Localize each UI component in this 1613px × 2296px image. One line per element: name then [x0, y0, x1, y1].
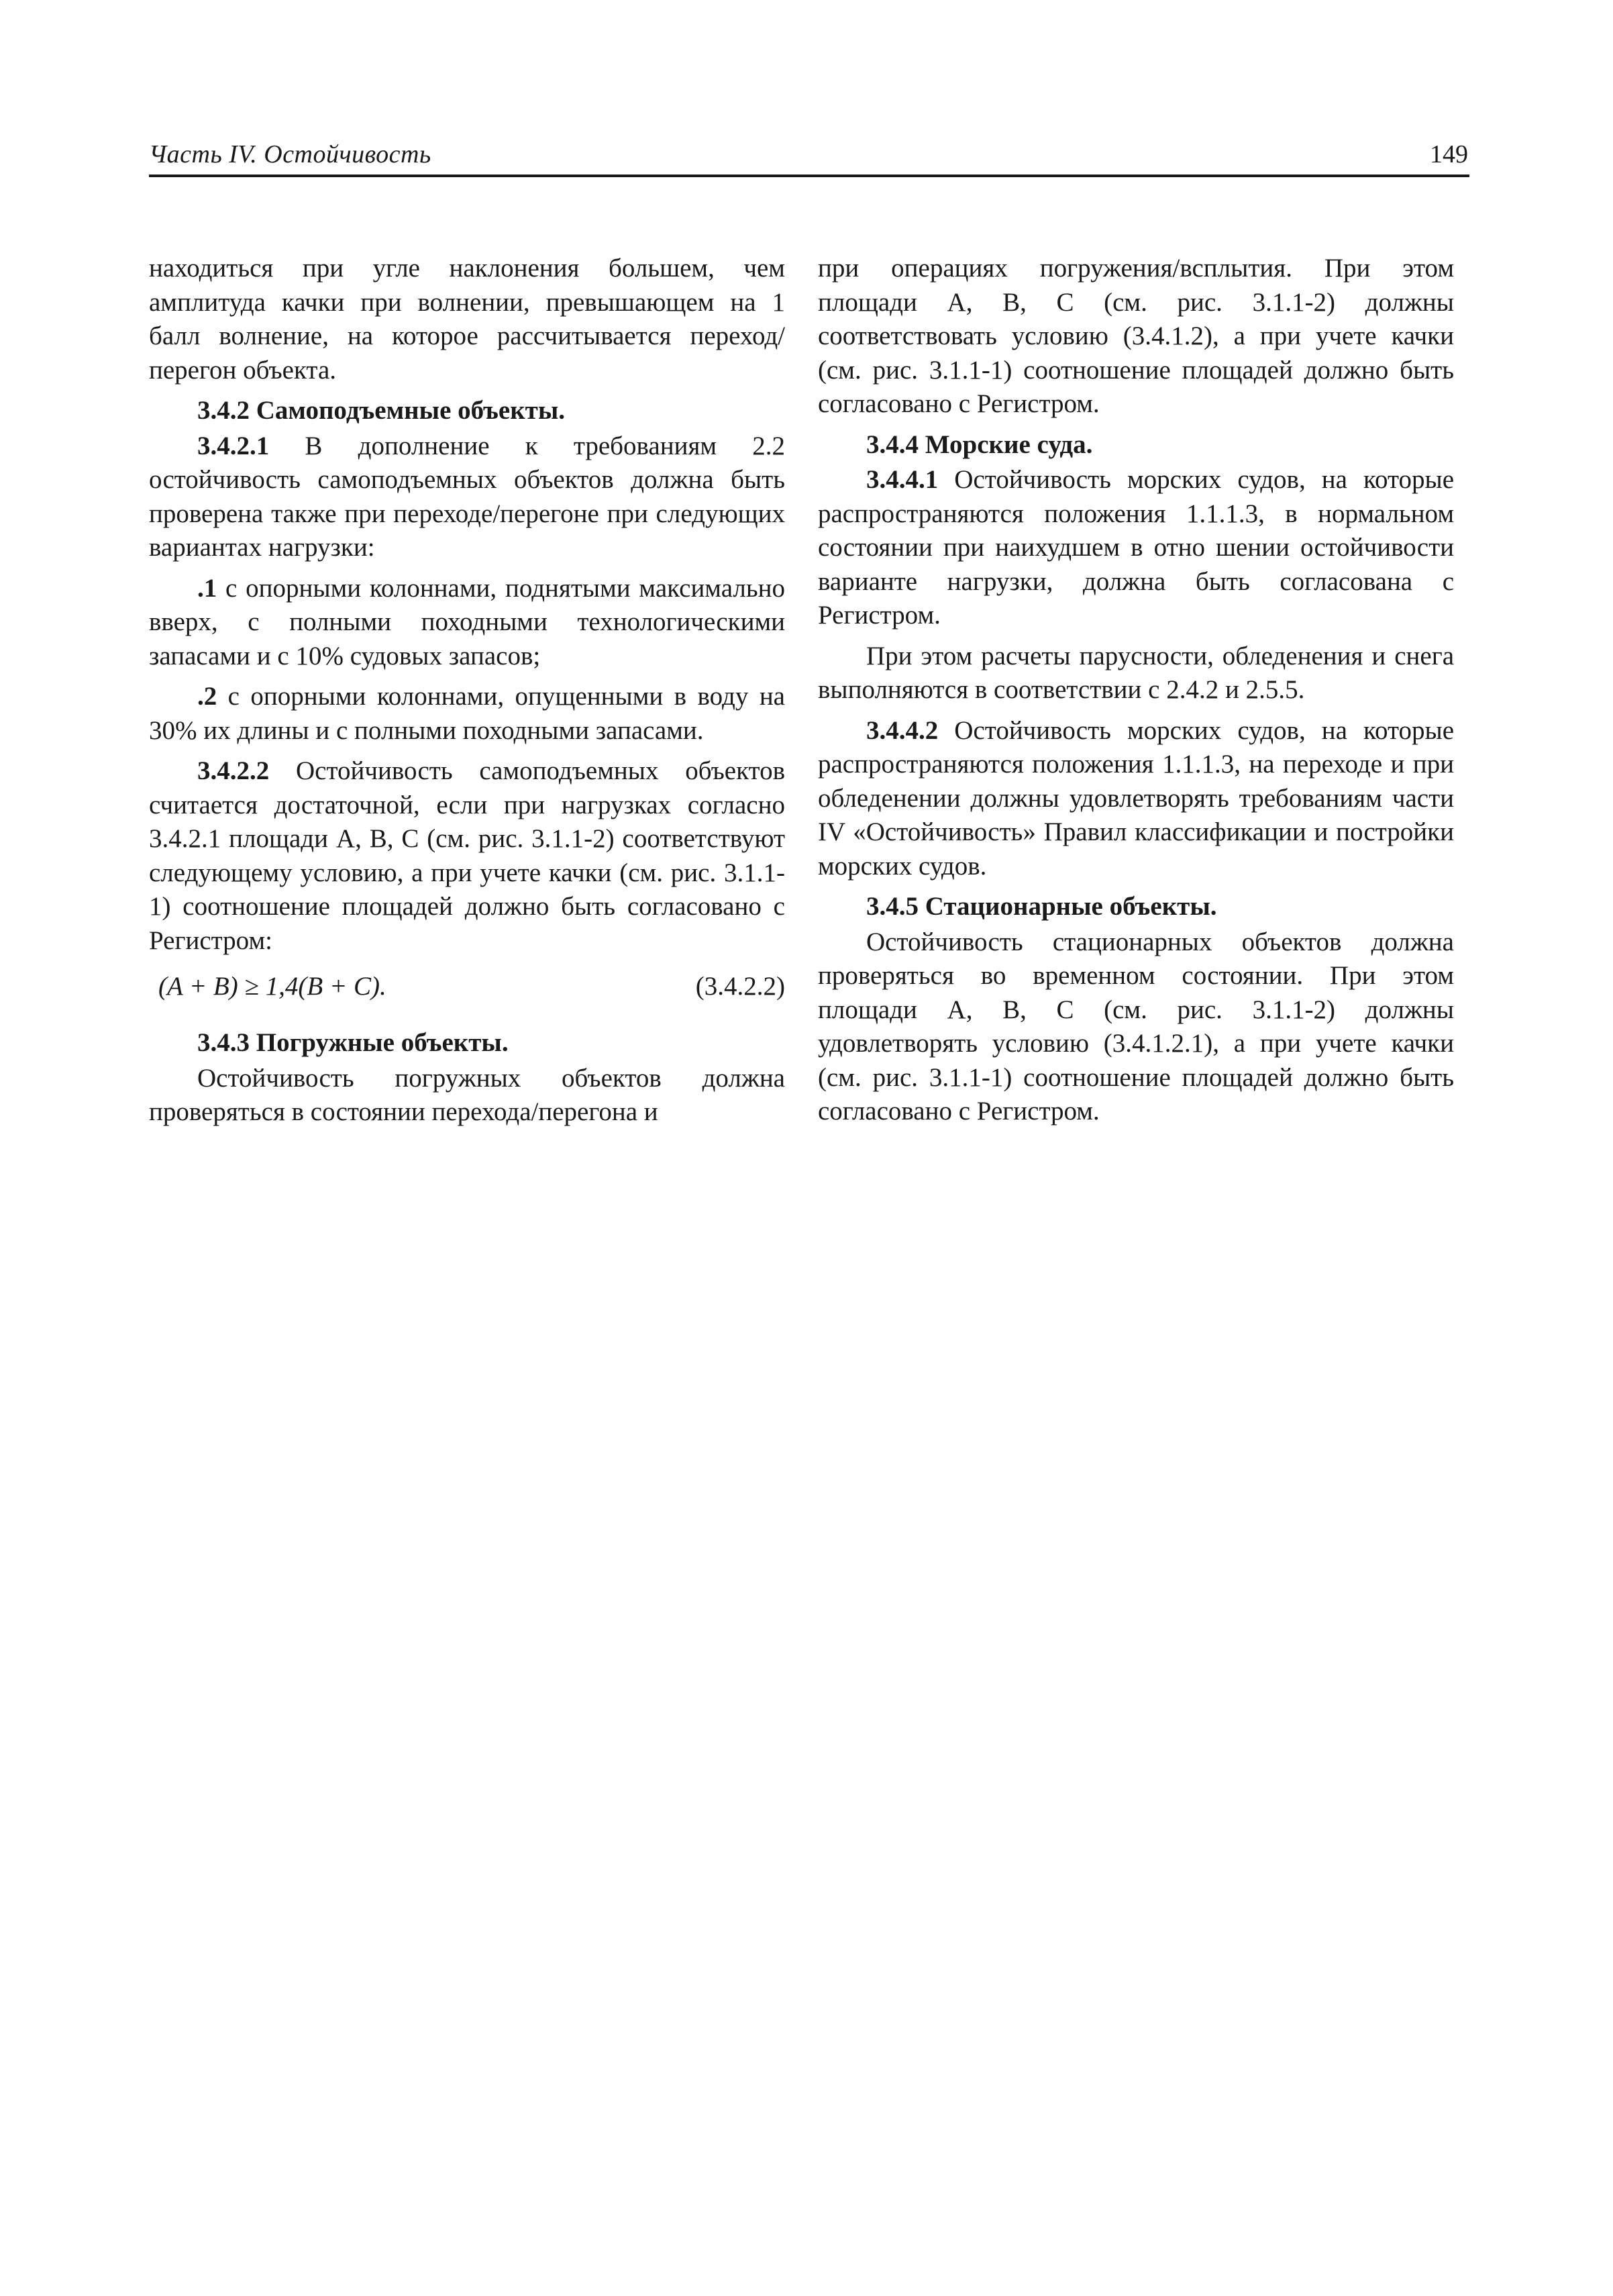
page-header — [149, 132, 1469, 177]
page-number: 149 — [1430, 140, 1468, 168]
list-item-1 — [149, 572, 785, 674]
formula-expression: (A + B) ≥ 1,4(B + C). — [158, 972, 386, 1001]
paragraph-3-4-3: Остойчивость погружных объектов должна проверяться в состоянии перехода/перегона и — [149, 1063, 785, 1126]
clause-number: 3.4.2.2 — [197, 756, 270, 785]
list-item-2 — [149, 680, 785, 748]
section-heading-3-4-5: 3.4.5 Стационарные объекты. — [866, 892, 1217, 921]
list-item-text: с опорными колоннами, поднятыми максимально вверх, с полными походными технологическими запасами и с 10% судовых запасов; — [149, 573, 785, 670]
left-column — [149, 252, 785, 1136]
paragraph-calculations: При этом расчеты парусности, обледенения и снега выполняются в соответствии с 2.4.2 и 2.5.5. — [818, 641, 1454, 704]
clause-text: Остойчивость самоподъемных объектов считается достаточной, если при нагрузках согласно 3.4.2.1 площади А, В, С (см. рис. 3.1.1-2) соответствуют следующему условию, а при учете качки (см. рис. 3.1.1-1) соотношение площадей должно быть согласовано с Регистром: — [149, 756, 785, 955]
formula-number: (3.4.2.2) — [695, 972, 785, 1001]
clause-text: В дополнение к требованиям 2.2 остойчивость самоподъемных объектов должна быть проверена также при переходе/перегоне при следующих вариантах нагрузки: — [149, 431, 785, 562]
section-heading-3-4-2: 3.4.2 Самоподъемные объекты. — [197, 396, 566, 425]
clause-number: 3.4.4.1 — [866, 465, 939, 494]
paragraph-3-4-2-2 — [149, 754, 785, 958]
paragraph-continued: находиться при угле наклонения большем, чем амплитуда качки при волнении, превышающем на 1 балл волнение, на которое рассчитывается переход/перегон объекта. — [149, 254, 785, 385]
list-item-number: .1 — [197, 573, 217, 603]
clause-number: 3.4.4.2 — [866, 715, 939, 745]
formula-3-4-2-2 — [149, 970, 785, 1003]
running-title: Часть IV. Остойчивость — [149, 140, 431, 168]
section-heading-3-4-4: 3.4.4 Морские суда. — [866, 430, 1093, 459]
clause-text: Остойчивость морских судов, на которые распространяются положения 1.1.1.3, в нормальном состоянии при наихудшем в отно шении остойчивости варианте нагрузки, должна быть согласована с Регистром. — [818, 465, 1454, 630]
paragraph-3-4-4-2 — [818, 714, 1454, 884]
paragraph-3-4-5: Остойчивость стационарных объектов должна проверяться во временном состоянии. При этом площади А, В, С (см. рис. 3.1.1-2) должны удовлетворять условию (3.4.1.2.1), а при учете качки (см. рис. 3.1.1-1) соотношение площадей должно быть согласовано с Регистром. — [818, 927, 1454, 1126]
right-column — [818, 252, 1454, 1136]
paragraph-3-4-4-1 — [818, 463, 1454, 633]
list-item-number: .2 — [197, 682, 217, 711]
section-heading-3-4-3: 3.4.3 Погружные объекты. — [197, 1028, 509, 1057]
paragraph-3-4-2-1 — [149, 430, 785, 565]
clause-number: 3.4.2.1 — [197, 431, 270, 460]
list-item-text: с опорными колоннами, опущенными в воду на 30% их длины и с полными походными запасами. — [149, 682, 785, 745]
paragraph-continued: при операциях погружения/всплытия. При этом площади А, В, С (см. рис. 3.1.1-2) должны соответствовать условию (3.4.1.2), а при учете качки (см. рис. 3.1.1-1) соотношение площадей должно быть согласовано с Регистром. — [818, 254, 1454, 418]
clause-text: Остойчивость морских судов, на которые распространяются положения 1.1.1.3, на переходе и при обледенении должны удовлетворять требованиям части IV «Остойчивость» Правил классификации и постройки морских судов. — [818, 715, 1454, 881]
